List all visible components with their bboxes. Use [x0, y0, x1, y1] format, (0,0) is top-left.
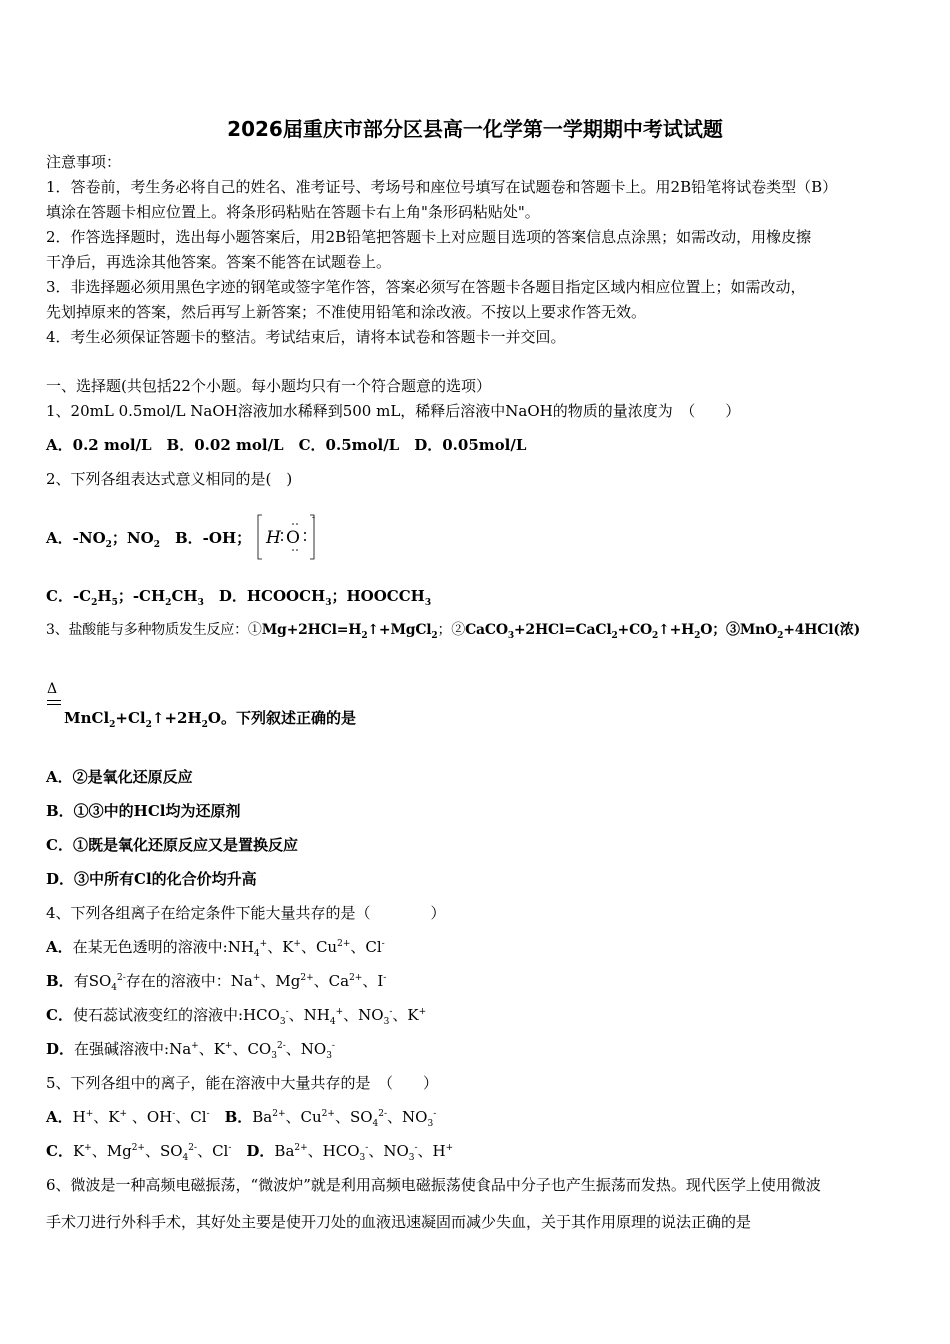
question-6-line1: 6、微波是一种高频电磁振荡，“微波炉”就是利用高频电磁振荡使食品中分子也产生振荡而发热。现代医学上使用微波 [46, 1176, 821, 1194]
equals-line [47, 704, 61, 705]
question-5-stem: 5、下列各组中的离子，能在溶液中大量共存的是 （ ） [46, 1074, 439, 1092]
heating-delta-symbol: Δ [47, 681, 58, 697]
section-heading: 一、选择题(共包括22个小题。每小题均只有一个符合题意的选项） [46, 377, 491, 395]
question-3-option-a: A．②是氧化还原反应 [46, 768, 193, 786]
svg-text:-: - [312, 513, 316, 523]
question-5-options-cd: C．K+、$Mg^{2+}$、$SO_4^{2-}$、Cl- D．$Ba^{2+}$、$HCO_3^-$、$NO_3^-$、H+ [46, 1142, 454, 1163]
notice-line: 干净后，再选涂其他答案。答案不能答在试题卷上。 [46, 253, 392, 271]
question-4-option-a: A．在某无色透明的溶液中$:NH_4^+$、K+、$Cu^{2+}$、Cl- [46, 938, 385, 959]
question-3-option-d: D．③中所有Cl的化合价均升高 [46, 870, 257, 888]
question-3-option-c: C．①既是氧化还原反应又是置换反应 [46, 836, 298, 854]
notice-line: 3．非选择题必须用黑色字迹的钢笔或签字笔作答，答案必须写在答题卡各题目指定区域内相应位置上；如需改动， [46, 278, 806, 296]
equals-line [47, 700, 61, 701]
notice-heading: 注意事项： [46, 153, 122, 171]
question-2-options-ab: A．$-NO_2$；$NO_2$ B．-OH； [46, 529, 252, 550]
svg-text:H: H [266, 528, 281, 548]
question-3-stem: 3、盐酸能与多种物质发生反应：$①Mg+2HCl=H_2↑+MgCl_2$；$②CaCO_3+2HCl=CaCl_2+CO_2↑+H_2O$；③MnO$_2$+4HCl(浓) [46, 622, 860, 641]
svg-text:O: O [286, 528, 300, 548]
question-6-line2: 手术刀进行外科手术，其好处主要是使开刀处的血液迅速凝固而减少失血，关于其作用原理的说法正确的是 [46, 1213, 752, 1231]
question-1-options: A．0.2 mol/L B．0.02 mol/L C．0.5mol/L D．0.05mol/L [46, 436, 527, 454]
question-2-options-cd: C．$-C_2H_5$；$-CH_2CH_3$ D．$HCOOCH_3$；$HOOCCH_3$ [46, 587, 432, 608]
question-4-option-b: B．有$SO_4^{2-}$存在的溶液中：Na+、$Mg^{2+}$、$Ca^{2+}$、I- [46, 972, 387, 993]
hydroxide-lewis-structure [256, 513, 316, 561]
question-4-stem: 4、下列各组离子在给定条件下能大量共存的是（ ） [46, 904, 446, 922]
page-title: 2026届重庆市部分区县高一化学第一学期期中考试试题 [227, 117, 723, 141]
notice-line: 先划掉原来的答案，然后再写上新答案；不准使用铅笔和涂改液。不按以上要求作答无效。 [46, 303, 647, 321]
notice-line: 4．考生必须保证答题卡的整洁。考试结束后，请将本试卷和答题卡一并交回。 [46, 328, 566, 346]
question-4-option-c: C．使石蕊试液变红的溶液中$:HCO_3^-$、$NH_4^+$、$NO_3^-$、K+ [46, 1006, 427, 1027]
question-3-line2: $MnCl_2+Cl_2↑+2H_2O$。下列叙述正确的是 [64, 709, 356, 730]
question-2-stem: 2、下列各组表达式意义相同的是( ) [46, 470, 293, 488]
notice-line: 2．作答选择题时，选出每小题答案后，用2B铅笔把答题卡上对应题目选项的答案信息点涂黑；如需改动，用橡皮擦 [46, 228, 812, 246]
question-5-options-ab: A．H+、K+ 、OH-、Cl- B．$Ba^{2+}$、$Cu^{2+}$、$SO_4^{2-}$、$NO_3^-$ [46, 1108, 437, 1129]
question-4-option-d: D．在强碱溶液中:Na+、K+、$CO_3^{2-}$、$NO_3^-$ [46, 1040, 335, 1061]
question-1-stem: 1、20mL 0.5mol/L NaOH溶液加水稀释到500 mL，稀释后溶液中NaOH的物质的量浓度为 （ ） [46, 402, 741, 420]
question-3-option-b: B．①③中的HCl均为还原剂 [46, 802, 241, 820]
notice-line: 1．答卷前，考生务必将自己的姓名、准考证号、考场号和座位号填写在试题卷和答题卡上。用2B铅笔将试卷类型（B） [46, 178, 838, 196]
notice-line: 填涂在答题卡相应位置上。将条形码粘贴在答题卡右上角"条形码粘贴处"。 [46, 203, 540, 221]
